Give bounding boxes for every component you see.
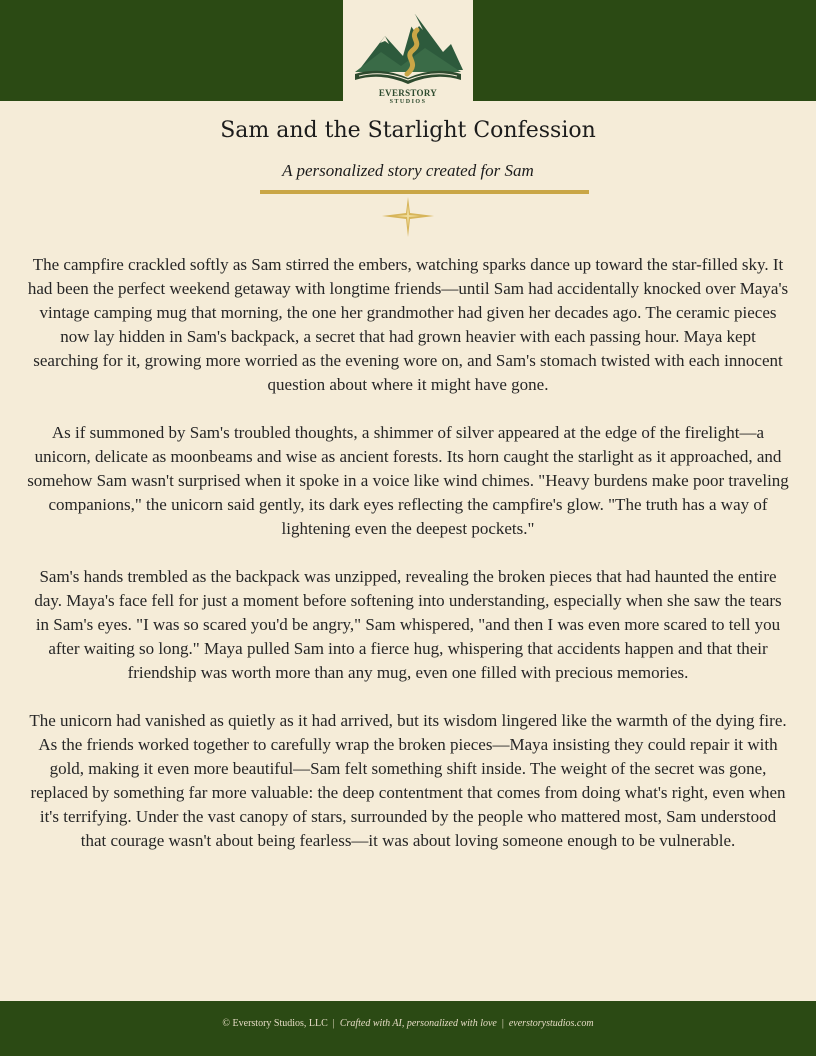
story-paragraph: The campfire crackled softly as Sam stirred the embers, watching sparks dance up toward the star-filled sky. It had been the perfect weekend getaway with longtime friends—until Sam had accidentally knocked over Maya's vintage camping mug that morning, the one her grandmother had given her decades ago. The ceramic pieces now lay hidden in Sam's backpack, a secret that had grown heavier with each passing hour. Maya kept searching for it, growing more worried as the evening wore on, and Sam's stomach twisted with each innocent question about where it might have gone. — [27, 255, 789, 394]
brand-tagline: STUDIOS — [389, 99, 427, 105]
story-body — [26, 253, 790, 877]
footer-copyright: © Everstory Studios, LLC — [222, 1018, 328, 1029]
footer-tagline: Crafted with AI, personalized with love — [339, 1018, 497, 1029]
page-subtitle: A personalized story created for Sam — [282, 161, 534, 180]
brand-name: EVERSTORY — [378, 88, 438, 98]
footer-separator: | — [332, 1018, 335, 1029]
story-paragraph: As if summoned by Sam's troubled thoughts, a shimmer of silver appeared at the edge of the firelight—a unicorn, delicate as moonbeams and wise as ancient forests. Its horn caught the starlight as it approached, and somehow Sam wasn't surprised when it spoke in a voice like wind chimes. "Heavy burdens make poor traveling companions," the unicorn said gently, its dark eyes reflecting the campfire's glow. "The truth has a way of lightening even the deepest pockets." — [27, 423, 789, 538]
gold-divider — [260, 190, 589, 194]
story-paragraph: Sam's hands trembled as the backpack was unzipped, revealing the broken pieces that had haunted the entire day. Maya's face fell for just a moment before softening into understanding, especially when she saw the tears in Sam's eyes. "I was so scared you'd be angry," Sam whispered, "and then I was even more scared to tell you after waiting so long." Maya pulled Sam into a fierce hug, whispering that accidents happen and that their friendship was worth more than any mug, even one filled with precious memories. — [34, 567, 782, 682]
footer-separator: | — [501, 1018, 504, 1029]
page-title: Sam and the Starlight Confession — [220, 118, 596, 143]
footer-band — [0, 1001, 816, 1056]
footer-text — [0, 1018, 816, 1029]
brand-logo[interactable] — [343, 0, 473, 112]
mountain-book-icon — [351, 8, 465, 88]
footer-website-link[interactable]: everstorystudios.com — [508, 1018, 594, 1029]
sparkle-star-icon — [380, 195, 436, 239]
story-paragraph: The unicorn had vanished as quietly as it had arrived, but its wisdom lingered like the warmth of the dying fire. As the friends worked together to carefully wrap the broken pieces—Maya insisting they could repair it with gold, making it even more beautiful—Sam felt something shift inside. The weight of the secret was gone, replaced by something far more valuable: the deep contentment that comes from doing what's right, even when it's terrifying. Under the vast canopy of stars, surrounded by the people who mattered most, Sam understood that courage wasn't about being fearless—it was about loving someone enough to be vulnerable. — [29, 711, 787, 850]
